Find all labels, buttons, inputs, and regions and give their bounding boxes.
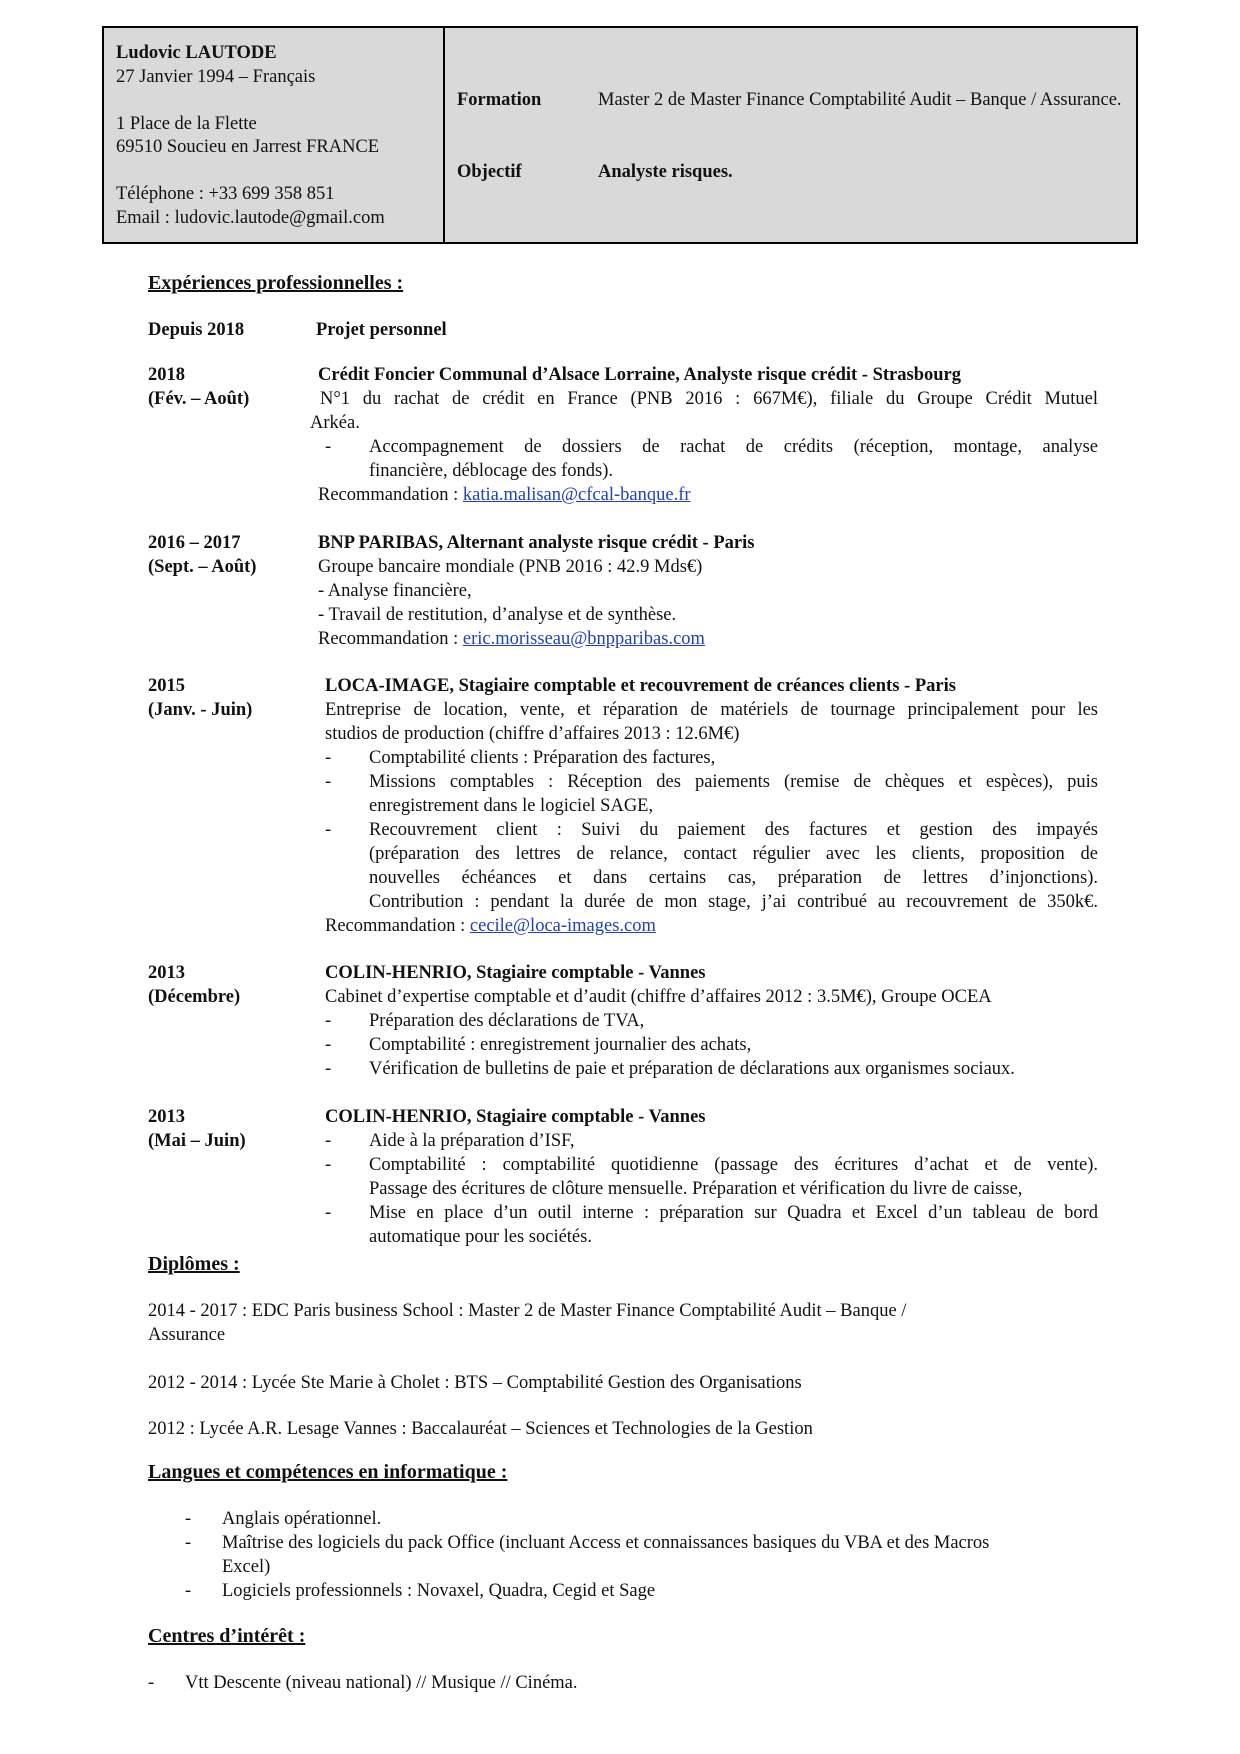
bullet-dash: - bbox=[325, 1155, 332, 1175]
objectif-label: Objectif bbox=[457, 162, 522, 182]
bullet-dash: - bbox=[325, 820, 332, 840]
recommendation-label: Recommandation : bbox=[325, 916, 470, 936]
recommendation-email-link[interactable]: eric.morisseau@bnpparibas.com bbox=[462, 629, 705, 649]
bullet-text: Préparation des déclarations de TVA, bbox=[369, 1011, 645, 1031]
address-line-1: 1 Place de la Flette bbox=[116, 113, 257, 134]
exp-title: COLIN-HENRIO, Stagiaire comptable - Vannes bbox=[325, 963, 706, 983]
diploma-item: 2012 - 2014 : Lycée Ste Marie à Cholet : BTS – Comptabilité Gestion des Organisations bbox=[148, 1373, 802, 1393]
exp-line: - Travail de restitution, d’analyse et de synthèse. bbox=[318, 605, 677, 625]
address-line-2: 69510 Soucieu en Jarrest FRANCE bbox=[116, 137, 380, 157]
bullet-text: Mise en place d’un outil interne : préparation sur Quadra et Excel d’un tableau de bord bbox=[369, 1203, 1098, 1223]
exp-period: (Fév. – Août) bbox=[148, 389, 250, 409]
bullet-text: Comptabilité : comptabilité quotidienne (passage des écritures d’achat et de vente). bbox=[369, 1155, 1098, 1175]
section-title-experiences: Expériences professionnelles : bbox=[148, 272, 404, 294]
bullet-dash: - bbox=[325, 748, 332, 768]
bullet-text: Contribution : pendant la durée de mon stage, j’ai contribué au recouvrement de 350k€. bbox=[369, 892, 1098, 912]
bullet-text: Vtt Descente (niveau national) // Musique // Cinéma. bbox=[185, 1673, 578, 1693]
recommendation-label: Recommandation : bbox=[318, 485, 463, 505]
exp-title: Crédit Foncier Communal d’Alsace Lorraine, Analyste risque crédit - Strasbourg bbox=[318, 365, 961, 385]
formation-label: Formation bbox=[457, 90, 542, 110]
bullet-text: automatique pour les sociétés. bbox=[369, 1227, 592, 1247]
bullet-text: Recouvrement client : Suivi du paiement des factures et gestion des impayés bbox=[369, 820, 1098, 840]
section-title-diplomes: Diplômes : bbox=[148, 1253, 240, 1275]
exp-date: Depuis 2018 bbox=[148, 320, 245, 340]
bullet-text: Excel) bbox=[222, 1557, 271, 1577]
exp-line: - Analyse financière, bbox=[318, 581, 472, 601]
recommendation-label: Recommandation : bbox=[318, 629, 463, 649]
formation-value: Master 2 de Master Finance Comptabilité Audit – Banque / Assurance. bbox=[598, 90, 1122, 110]
bullet-text: enregistrement dans le logiciel SAGE, bbox=[369, 796, 654, 816]
exp-title: COLIN-HENRIO, Stagiaire comptable - Vannes bbox=[325, 1107, 706, 1127]
bullet-text: Maîtrise des logiciels du pack Office (incluant Access et connaissances basiques du VBA et des Macros bbox=[222, 1533, 990, 1553]
exp-description: studios de production (chiffre d’affaires 2013 : 12.6M€) bbox=[325, 724, 740, 744]
bullet-text: Vérification de bulletins de paie et préparation de déclarations aux organismes sociaux. bbox=[369, 1059, 1015, 1079]
exp-description: Cabinet d’expertise comptable et d’audit (chiffre d’affaires 2012 : 3.5M€), Groupe OCEA bbox=[325, 987, 992, 1007]
bullet-dash: - bbox=[325, 1011, 332, 1031]
exp-title: LOCA-IMAGE, Stagiaire comptable et recouvrement de créances clients - Paris bbox=[325, 676, 956, 696]
bullet-dash: - bbox=[185, 1533, 192, 1553]
exp-title: BNP PARIBAS, Alternant analyste risque crédit - Paris bbox=[318, 533, 755, 553]
diploma-item: Assurance bbox=[148, 1325, 226, 1345]
recommendation bbox=[325, 915, 656, 939]
exp-period: (Décembre) bbox=[148, 987, 241, 1007]
phone: Téléphone : +33 699 358 851 bbox=[116, 184, 335, 204]
exp-date: 2018 bbox=[148, 365, 185, 385]
birth-info: 27 Janvier 1994 – Français bbox=[116, 66, 316, 87]
bullet-dash: - bbox=[185, 1509, 192, 1529]
exp-description: Entreprise de location, vente, et réparation de matériels de tournage principalement pour les bbox=[325, 700, 1098, 720]
exp-date: 2016 – 2017 bbox=[148, 533, 241, 553]
email: Email : ludovic.lautode@gmail.com bbox=[116, 207, 385, 228]
profile-block bbox=[445, 28, 1136, 242]
candidate-name: Ludovic LAUTODE bbox=[116, 43, 277, 63]
exp-date: 2013 bbox=[148, 963, 185, 983]
bullet-dash: - bbox=[325, 437, 332, 457]
bullet-text: financière, déblocage des fonds). bbox=[369, 461, 613, 481]
bullet-text: nouvelles échéances et dans certains cas, préparation de lettres d’injonctions). bbox=[369, 868, 1098, 888]
bullet-dash: - bbox=[148, 1673, 155, 1693]
bullet-text: Missions comptables : Réception des paiements (remise de chèques et espèces), puis bbox=[369, 772, 1098, 792]
bullet-dash: - bbox=[325, 1035, 332, 1055]
bullet-text: Accompagnement de dossiers de rachat de crédits (réception, montage, analyse bbox=[369, 437, 1098, 457]
diploma-item: 2012 : Lycée A.R. Lesage Vannes : Baccalauréat – Sciences et Technologies de la Gestion bbox=[148, 1419, 813, 1439]
bullet-dash: - bbox=[325, 772, 332, 792]
recommendation-email-link[interactable]: katia.malisan@cfcal-banque.fr bbox=[462, 485, 691, 505]
bullet-text: Aide à la préparation d’ISF, bbox=[369, 1131, 575, 1151]
bullet-text: Comptabilité : enregistrement journalier des achats, bbox=[369, 1035, 752, 1055]
section-title-langues: Langues et compétences en informatique : bbox=[148, 1461, 508, 1483]
bullet-dash: - bbox=[325, 1059, 332, 1079]
exp-date: 2013 bbox=[148, 1107, 185, 1127]
exp-title: Projet personnel bbox=[316, 320, 447, 340]
exp-description: Arkéa. bbox=[310, 413, 360, 433]
recommendation bbox=[318, 628, 705, 652]
bullet-text: Comptabilité clients : Préparation des factures, bbox=[369, 748, 716, 768]
bullet-dash: - bbox=[325, 1203, 332, 1223]
exp-period: (Mai – Juin) bbox=[148, 1131, 246, 1151]
contact-block bbox=[104, 28, 445, 242]
bullet-dash: - bbox=[325, 1131, 332, 1151]
objectif-value: Analyste risques. bbox=[598, 162, 733, 182]
recommendation-email-link[interactable]: cecile@loca-images.com bbox=[469, 916, 656, 936]
diploma-item: 2014 - 2017 : EDC Paris business School : Master 2 de Master Finance Comptabilité Audit – Banque / bbox=[148, 1301, 907, 1321]
exp-period: (Janv. - Juin) bbox=[148, 700, 253, 720]
recommendation bbox=[318, 484, 691, 508]
header-box bbox=[102, 26, 1138, 244]
exp-date: 2015 bbox=[148, 676, 185, 696]
section-title-interets: Centres d’intérêt : bbox=[148, 1625, 306, 1647]
bullet-text: Passage des écritures de clôture mensuelle. Préparation et vérification du livre de caisse, bbox=[369, 1179, 1023, 1199]
exp-description: Groupe bancaire mondiale (PNB 2016 : 42.9 Mds€) bbox=[318, 557, 703, 577]
bullet-text: Logiciels professionnels : Novaxel, Quadra, Cegid et Sage bbox=[222, 1581, 656, 1601]
exp-description: N°1 du rachat de crédit en France (PNB 2016 : 667M€), filiale du Groupe Crédit Mutuel bbox=[320, 389, 1098, 409]
exp-period: (Sept. – Août) bbox=[148, 557, 257, 577]
bullet-text: (préparation des lettres de relance, contact régulier avec les clients, proposition de bbox=[369, 844, 1098, 864]
bullet-text: Anglais opérationnel. bbox=[222, 1509, 382, 1529]
bullet-dash: - bbox=[185, 1581, 192, 1601]
